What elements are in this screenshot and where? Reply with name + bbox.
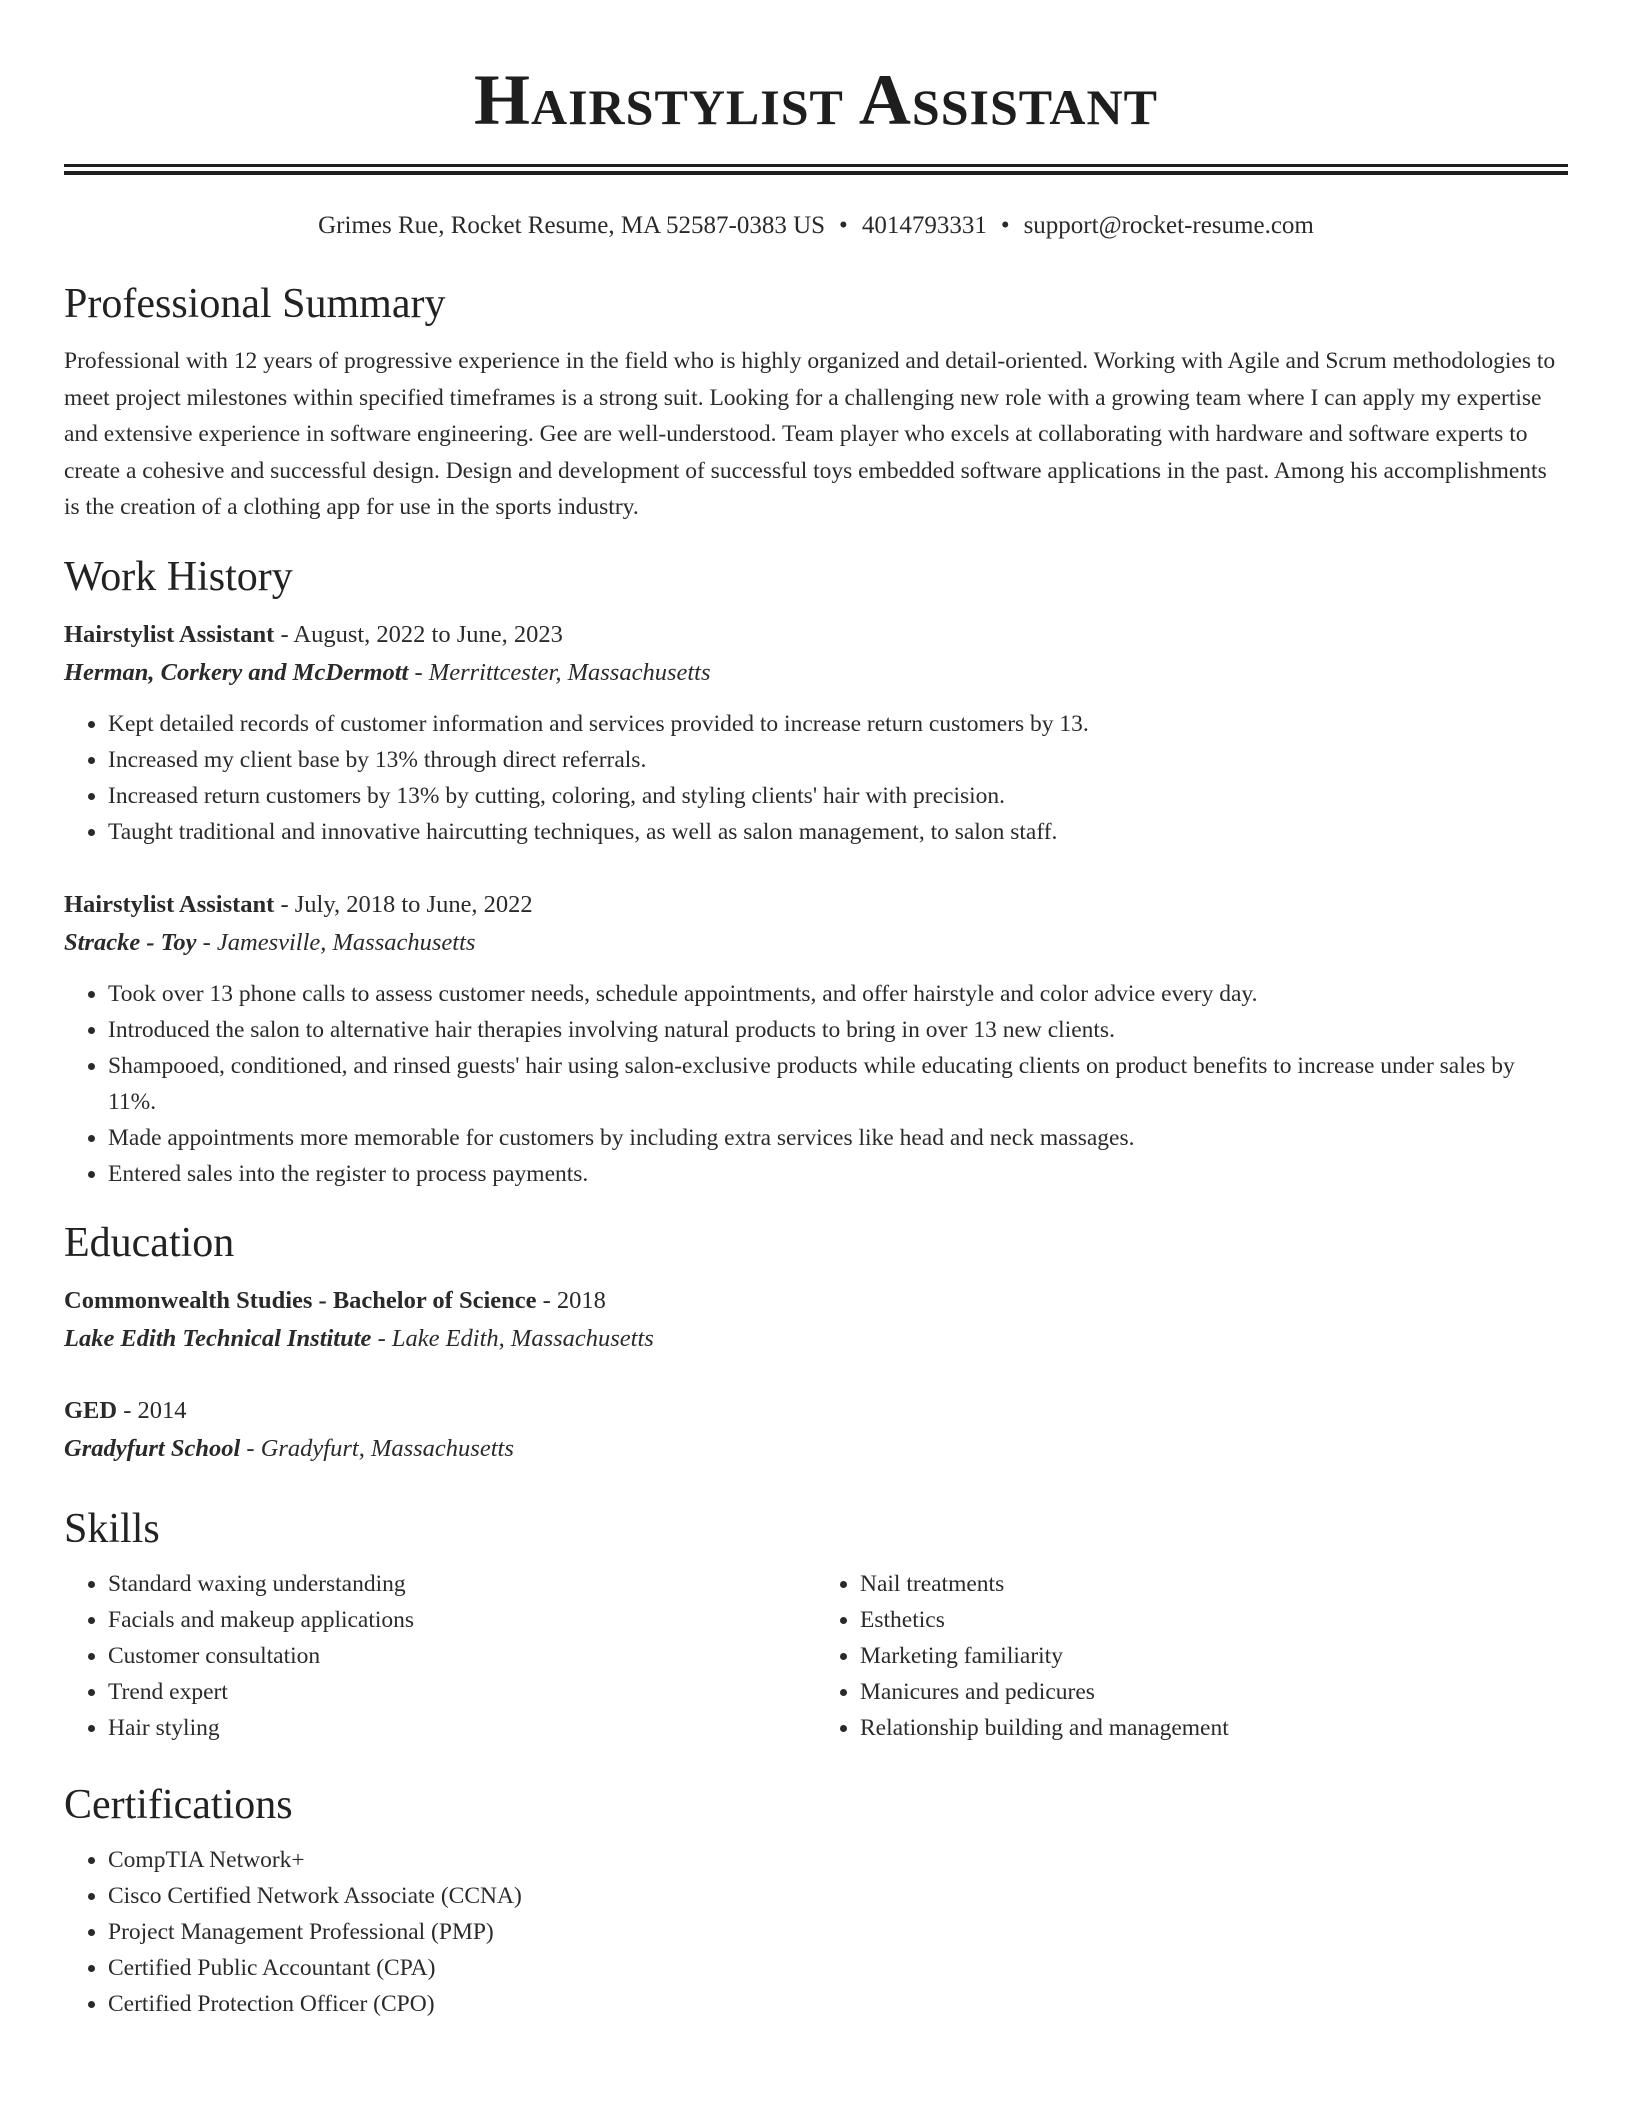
skills-heading: Skills	[64, 1505, 160, 1552]
job-role: Hairstylist Assistant	[64, 620, 275, 648]
contact-separator: •	[839, 212, 848, 239]
job-company: Stracke - Toy	[64, 928, 197, 956]
job-dates: - July, 2018 to June, 2022	[274, 890, 533, 918]
job-entry	[64, 886, 1568, 1192]
job-header	[64, 886, 1568, 924]
list-item: • Standard waxing understanding	[108, 1566, 816, 1602]
job-location: - Jamesville, Massachusetts	[196, 928, 476, 956]
list-item: • Nail treatments	[860, 1566, 1568, 1602]
contact-email[interactable]: support@rocket-resume.com	[1023, 212, 1314, 239]
list-item: • Project Management Professional (PMP)	[108, 1914, 1568, 1950]
list-item: • Esthetics	[860, 1602, 1568, 1638]
education-school-line	[64, 1430, 1568, 1468]
job-company: Herman, Corkery and McDermott	[64, 658, 409, 686]
list-item: • Relationship building and management	[860, 1710, 1568, 1746]
job-employer	[64, 924, 1568, 962]
job-location: - Merrittcester, Massachusetts	[408, 658, 711, 686]
list-item: • CompTIA Network+	[108, 1842, 1568, 1878]
contact-separator: •	[1000, 212, 1010, 239]
list-item: • Manicures and pedicures	[860, 1674, 1568, 1710]
list-item: • Increased my client base by 13% through direct referrals.	[108, 742, 1568, 778]
education-entry	[64, 1282, 1568, 1358]
list-item: • Cisco Certified Network Associate (CCNA)	[108, 1878, 1568, 1914]
list-item: • Took over 13 phone calls to assess customer needs, schedule appointments, and offer hairstyle and color advice every day.	[108, 976, 1568, 1012]
job-employer	[64, 654, 1568, 692]
education-school: Gradyfurt School	[64, 1434, 241, 1462]
education-degree: GED	[64, 1396, 118, 1424]
education-header	[64, 1282, 1568, 1320]
list-item: • Hair styling	[108, 1710, 816, 1746]
skills-column-left	[64, 1566, 816, 1746]
certifications-list	[64, 1842, 1568, 2022]
work-history-heading: Work History	[64, 553, 293, 600]
skills-section	[64, 1504, 1568, 1746]
skills-grid	[64, 1566, 1568, 1746]
list-item: • Certified Public Accountant (CPA)	[108, 1950, 1568, 1986]
contact-address: Grimes Rue, Rocket Resume, MA 52587-0383 US	[318, 212, 826, 239]
education-heading: Education	[64, 1219, 235, 1266]
list-item: • Customer consultation	[108, 1638, 816, 1674]
list-item: • Trend expert	[108, 1674, 816, 1710]
summary-text: Professional with 12 years of progressive experience in the field who is highly organized and detail-oriented. Working with Agile and Scrum methodologies to meet project milestones within specified timeframes is a strong suit. Looking for a challenging new role with a growing team where I can apply my expertise and extensive experience in software engineering. Gee are well-understood. Team player who excels at collaborating with hardware and software experts to create a cohesive and successful design. Design and development of successful toys embedded software applications in the past. Among his accomplishments is the creation of a clothing app for use in the sports industry.	[64, 348, 1556, 520]
list-item: • Taught traditional and innovative haircutting techniques, as well as salon management, to salon staff.	[108, 814, 1568, 850]
job-bullets	[64, 976, 1568, 1192]
contact-phone[interactable]: 4014793331	[861, 212, 987, 239]
list-item: • Entered sales into the register to process payments.	[108, 1156, 1568, 1192]
education-school-line	[64, 1320, 1568, 1358]
education-degree: Commonwealth Studies - Bachelor of Science	[64, 1286, 537, 1314]
education-section	[64, 1218, 1568, 1468]
job-role: Hairstylist Assistant	[64, 890, 275, 918]
resume-title: Hairstylist Assistant	[473, 60, 1159, 140]
title-divider	[64, 164, 1568, 175]
resume-page	[64, 0, 1568, 2022]
list-item: • Kept detailed records of customer information and services provided to increase return customers by 13.	[108, 706, 1568, 742]
list-item: • Introduced the salon to alternative hair therapies involving natural products to bring in over 13 new clients.	[108, 1012, 1568, 1048]
job-bullets	[64, 706, 1568, 850]
summary-heading: Professional Summary	[64, 281, 446, 327]
certifications-heading: Certifications	[64, 1781, 293, 1828]
education-entry	[64, 1392, 1568, 1468]
education-location: - Lake Edith, Massachusetts	[371, 1324, 654, 1352]
job-entry	[64, 616, 1568, 850]
list-item: • Increased return customers by 13% by cutting, coloring, and styling clients' hair with precision.	[108, 778, 1568, 814]
list-item: • Marketing familiarity	[860, 1638, 1568, 1674]
education-location: - Gradyfurt, Massachusetts	[240, 1434, 514, 1462]
education-header	[64, 1392, 1568, 1430]
summary-section	[64, 279, 1568, 526]
job-dates: - August, 2022 to June, 2023	[274, 620, 563, 648]
contact-line	[64, 211, 1568, 241]
certifications-section	[64, 1780, 1568, 2022]
list-item: • Certified Protection Officer (CPO)	[108, 1986, 1568, 2022]
job-header	[64, 616, 1568, 654]
education-year: - 2014	[117, 1396, 187, 1424]
skills-column-right	[816, 1566, 1568, 1746]
education-school: Lake Edith Technical Institute	[64, 1324, 372, 1352]
list-item: • Made appointments more memorable for customers by including extra services like head and neck massages.	[108, 1120, 1568, 1156]
work-history-section	[64, 552, 1568, 1192]
list-item: • Shampooed, conditioned, and rinsed guests' hair using salon-exclusive products while educating clients on product benefits to increase under sales by 11%.	[108, 1048, 1568, 1120]
education-year: - 2018	[536, 1286, 606, 1314]
list-item: • Facials and makeup applications	[108, 1602, 816, 1638]
